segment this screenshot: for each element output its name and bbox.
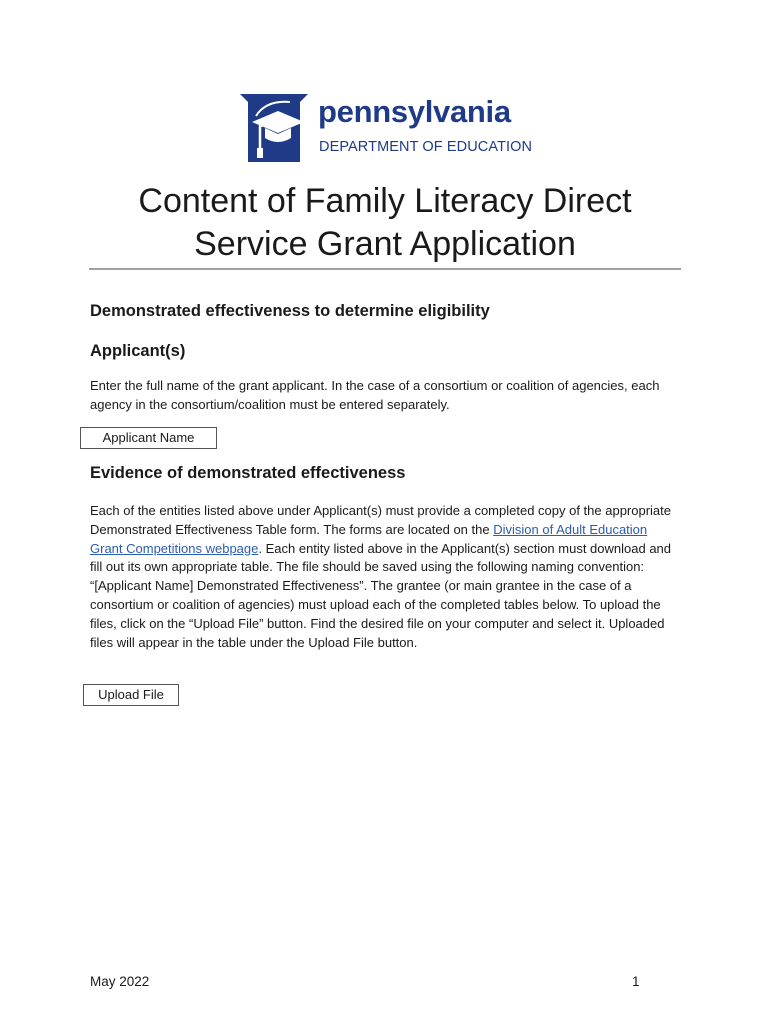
heading-eligibility: Demonstrated effectiveness to determine eligibility <box>90 302 490 320</box>
applicants-instructions: Enter the full name of the grant applicant. In the case of a consortium or coalition of agencies, each agency in the consortium/coalition must be entered separately. <box>90 378 660 412</box>
title-line-1: Content of Family Literacy Direct <box>138 182 632 220</box>
title-divider <box>89 268 681 270</box>
heading-applicants: Applicant(s) <box>90 342 186 360</box>
title-line-2: Service Grant Application <box>194 225 576 263</box>
logo-wordmark: pennsylvania <box>318 94 511 129</box>
applicant-name-button[interactable]: Applicant Name <box>80 427 217 449</box>
upload-file-button[interactable]: Upload File <box>83 684 179 706</box>
logo-subtitle: DEPARTMENT OF EDUCATION <box>319 139 533 155</box>
grant-competitions-link[interactable]: Division of Adult Education Grant Competitions webpage <box>90 521 648 556</box>
keystone-graduation-cap-icon <box>238 92 310 164</box>
pde-logo <box>238 92 538 164</box>
heading-evidence: Evidence of demonstrated effectiveness <box>90 464 406 482</box>
evidence-text-2: . Each entity listed above in the Applicant(s) section must download and fill out its own appropriate table. The file should be saved using the following naming convention: “[Applicant Name] Demonstrated Effectiveness”. The grantee (or main grantee in the case of a consortium or coalition of agencies) must upload each of the completed tables below. To upload the files, click on the “Upload File” button. Find the desired file on your computer and select it. Uploaded files will appear in the table under the Upload File button. <box>90 540 672 650</box>
footer-date: May 2022 <box>90 974 150 989</box>
evidence-instructions <box>90 502 680 652</box>
evidence-text-1: Each of the entities listed above under Applicant(s) must provide a completed copy of the appropriate Demonstrated Effectiveness Table form. The forms are located on the <box>90 503 672 537</box>
document-title <box>0 180 770 266</box>
footer-page-number: 1 <box>632 974 640 989</box>
